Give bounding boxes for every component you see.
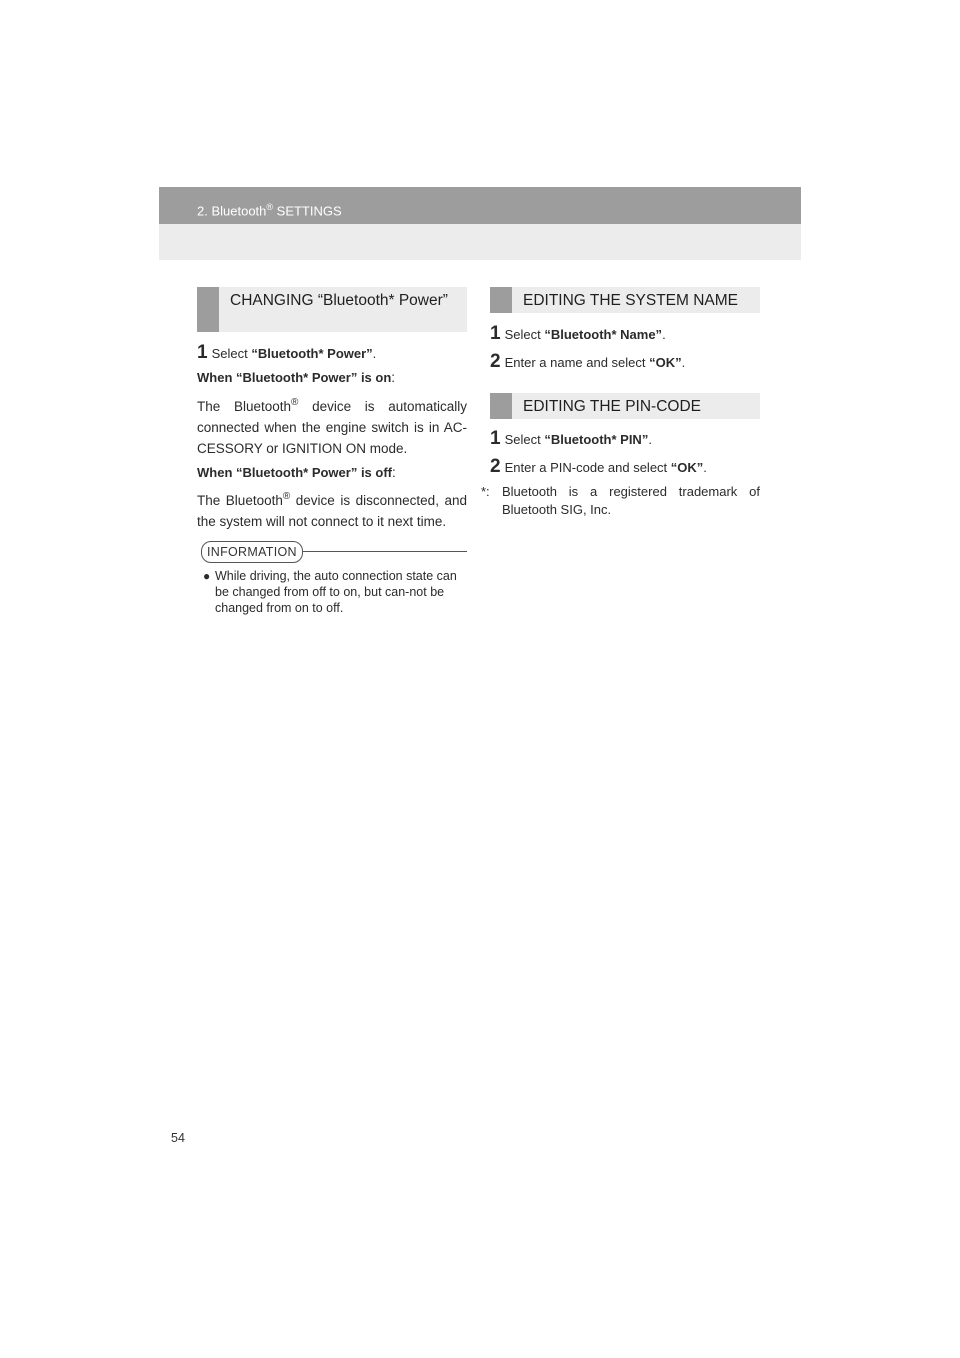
page-number: 54 <box>171 1131 185 1145</box>
section-heading-text: EDITING THE SYSTEM NAME <box>523 292 739 309</box>
page-header <box>159 187 801 260</box>
section-heading-bluetooth-power <box>197 287 467 332</box>
power-on-heading: When “Bluetooth* Power” is on: <box>197 370 396 385</box>
information-note <box>203 568 465 616</box>
step-1-select-power: 1 Select “Bluetooth* Power”. <box>197 342 377 363</box>
section-heading-system-name <box>490 287 760 313</box>
step-2-enter-pin: 2 Enter a PIN-code and select “OK”. <box>490 456 707 477</box>
information-rule <box>303 551 467 552</box>
section-heading-pin-code <box>490 393 760 419</box>
power-off-description: The Bluetooth® device is disconnected, and the system will not connect to it next time. <box>197 491 468 529</box>
footnote-mark: *: <box>481 484 490 499</box>
step-2-enter-name: 2 Enter a name and select “OK”. <box>490 351 686 372</box>
trademark-footnote <box>481 483 760 519</box>
section-heading-bar <box>490 287 512 313</box>
system-name-steps <box>490 323 760 373</box>
header-dark-band <box>159 187 801 224</box>
chapter-title: 2. Bluetooth® SETTINGS <box>197 202 342 219</box>
left-column <box>197 342 467 532</box>
footnote-text: Bluetooth is a registered trademark of Bluetooth SIG, Inc. <box>502 484 760 517</box>
section-heading-text: CHANGING “Bluetooth* Power” <box>230 292 448 309</box>
information-badge: INFORMATION <box>201 541 303 563</box>
bullet-icon: ● <box>203 569 211 583</box>
step-1-select-pin: 1 Select “Bluetooth* PIN”. <box>490 428 652 449</box>
step-1-select-name: 1 Select “Bluetooth* Name”. <box>490 323 666 344</box>
header-light-band <box>159 224 801 260</box>
section-heading-text: EDITING THE PIN-CODE <box>523 398 701 415</box>
information-text: While driving, the auto connection state can be changed from off to on, but can-not be changed from on to off. <box>215 569 457 615</box>
power-off-heading: When “Bluetooth* Power” is off: <box>197 465 396 480</box>
section-heading-bar <box>490 393 512 419</box>
section-heading-bar <box>197 287 219 332</box>
power-on-description: The Bluetooth® device is automatically connected when the engine switch is in AC-CESSORY or IGNITION ON mode. <box>197 397 467 456</box>
pin-code-steps <box>490 428 760 478</box>
